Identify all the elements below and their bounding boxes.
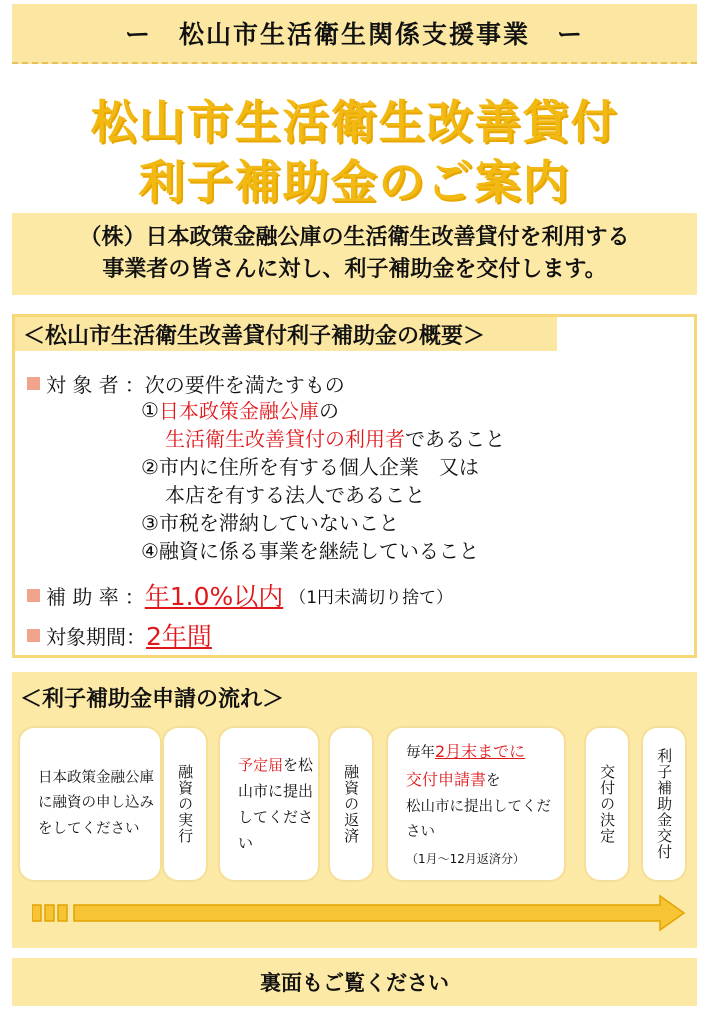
requirement-3: ③市税を滞納していないこと xyxy=(141,511,399,535)
step5-rest: 松山市に提出してください xyxy=(406,798,551,840)
flow-step-apply xyxy=(20,728,160,880)
flow-step-decision xyxy=(586,728,628,880)
req1-number: ① xyxy=(141,397,159,422)
rate-label: 補 助 率 xyxy=(46,584,119,609)
step7-text: 利子補助金交付 xyxy=(655,748,674,860)
step5-note: （1月〜12月返済分） xyxy=(406,852,525,867)
requirement-2b: 本店を有する法人であること xyxy=(165,483,425,507)
flow-step-plan xyxy=(220,728,318,880)
requirement-1b xyxy=(165,423,505,452)
flow-step-repay xyxy=(330,728,372,880)
step6-text: 交付の決定 xyxy=(598,764,617,844)
requirement-1a xyxy=(141,395,339,424)
square-bullet-icon xyxy=(27,629,40,642)
target-row xyxy=(27,369,345,398)
step1-text: 日本政策金融公庫に融資の申し込みをしてください xyxy=(38,769,154,837)
footer-note: 裏面もご覧ください xyxy=(12,958,697,1006)
header-banner: ー 松山市生活衛生関係支援事業 ー xyxy=(12,4,697,64)
page-title-line2: 利子補助金のご案内 xyxy=(138,155,571,209)
step3-text xyxy=(238,752,318,857)
req1b-red-text: 生活衛生改善貸付の利用者 xyxy=(165,427,405,451)
period-colon: ： xyxy=(126,624,146,649)
overview-heading: ＜松山市生活衛生改善貸付利子補助金の概要＞ xyxy=(15,317,557,351)
req1b-suffix: であること xyxy=(405,427,505,451)
target-label: 対 象 者 xyxy=(46,373,119,397)
flow-section xyxy=(12,672,697,948)
step5-mid: を xyxy=(486,773,501,790)
step3-red: 予定届 xyxy=(238,755,284,774)
rate-value: 年1.0%以内 xyxy=(144,582,284,611)
step5-prefix: 毎年 xyxy=(406,744,435,761)
requirement-4: ④融資に係る事業を継続していること xyxy=(141,539,479,563)
intro-line1: （株）日本政策金融公庫の生活衛生改善貸付を利用する xyxy=(79,225,630,251)
flow-arrow-icon xyxy=(32,894,692,934)
period-label: 対象期間 xyxy=(46,624,126,649)
overview-section xyxy=(12,314,697,658)
step5-line2 xyxy=(406,766,564,794)
flow-step-grant xyxy=(643,728,685,880)
requirement-2a: ②市内に住所を有する個人企業 又は xyxy=(141,455,479,479)
flow-step-application xyxy=(388,728,564,880)
flow-step-execute xyxy=(164,728,206,880)
rate-colon: ： xyxy=(124,584,145,609)
step3-rest: を松山市に提出してください xyxy=(238,755,314,853)
step5-red1: 2月末までに xyxy=(435,741,526,761)
page-title-line1: 松山市生活衛生改善貸付 xyxy=(90,95,619,149)
target-intro: 次の要件を満たすもの xyxy=(144,373,345,397)
step5-line1 xyxy=(406,738,564,766)
rate-row xyxy=(27,577,453,613)
period-value: 2年間 xyxy=(146,622,212,651)
req1-red-text: 日本政策金融公庫 xyxy=(158,399,319,423)
intro-line2: 事業者の皆さんに対し、利子補助金を交付します。 xyxy=(102,257,607,282)
step4-text: 融資の返済 xyxy=(342,764,361,844)
target-colon: ： xyxy=(124,373,145,397)
intro-box xyxy=(12,213,697,295)
step5-red2: 交付申請書 xyxy=(406,770,487,790)
req1-suffix: の xyxy=(318,399,339,423)
flow-heading: ＜利子補助金申請の流れ＞ xyxy=(12,680,324,714)
step2-text: 融資の実行 xyxy=(176,764,195,844)
period-row xyxy=(27,617,212,653)
square-bullet-icon xyxy=(27,589,40,602)
rate-note: （1円未満切り捨て） xyxy=(289,587,454,608)
square-bullet-icon xyxy=(27,377,40,390)
